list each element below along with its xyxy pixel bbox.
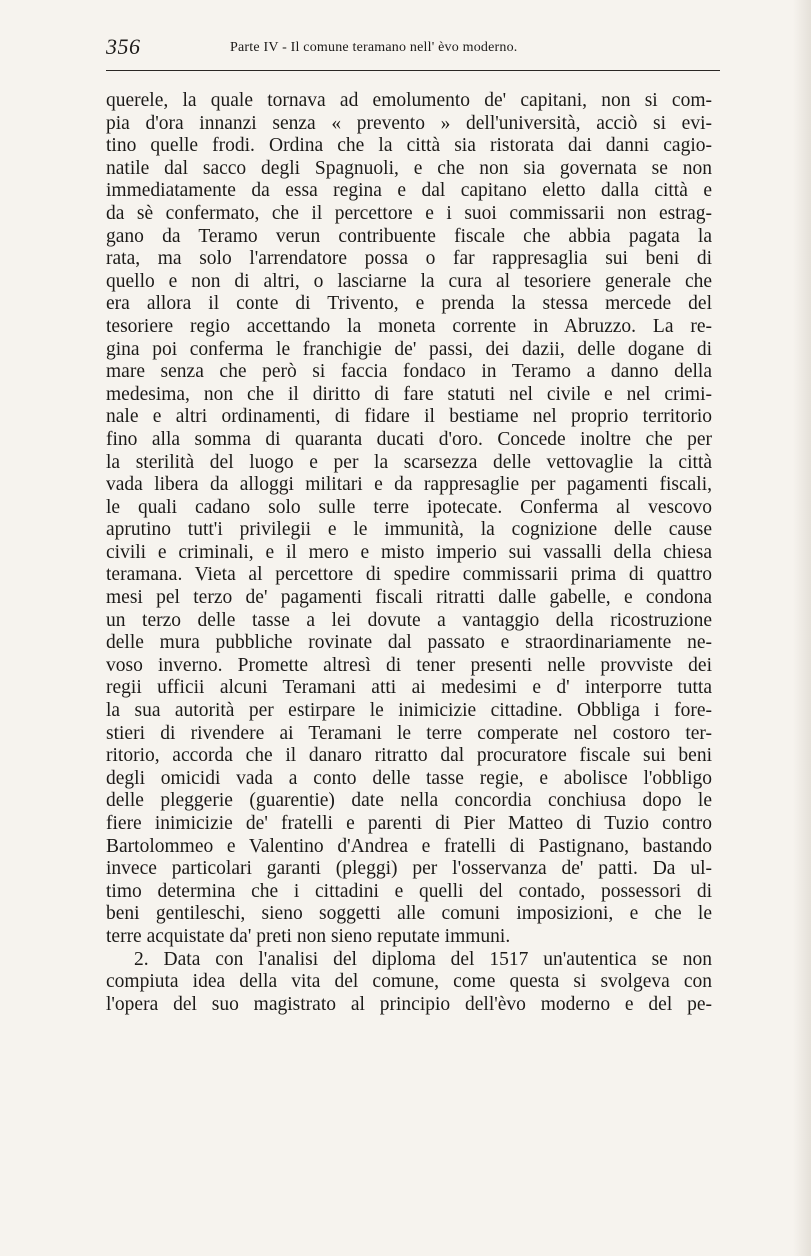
header-rule [106, 70, 720, 71]
text-line: vada libera da alloggi militari e da rappresaglie per pagamenti fiscali, [106, 474, 712, 496]
text-line: fino alla somma di quaranta ducati d'oro. Concede inoltre che per [106, 428, 712, 450]
text-line: delle pleggerie (guarentie) date nella concordia conchiusa dopo le [106, 790, 712, 812]
text-line: civili e criminali, e il mero e misto imperio sui vassalli della chiesa [106, 541, 712, 563]
text-line: la sterilità del luogo e per la scarsezza delle vettovaglie la città [106, 451, 712, 473]
text-line: tesoriere regio accettando la moneta corrente in Abruzzo. La re- [106, 315, 712, 337]
text-line: mesi pel terzo de' pagamenti fiscali ritratti dalle gabelle, e condona [106, 587, 712, 609]
text-line: querele, la quale tornava ad emolumento de' capitani, non si com- [106, 90, 712, 111]
text-line: un terzo delle tasse a lei dovute a vantaggio della ricostruzione [106, 609, 712, 631]
text-line: medesima, non che il diritto di fare statuti nel civile e nel crimi- [106, 383, 712, 405]
text-line: rata, ma solo l'arrendatore possa o far rappresaglia sui beni di [106, 248, 712, 270]
text-line: invece particolari garanti (pleggi) per l'osservanza de' patti. Da ul- [106, 858, 712, 880]
text-line: terre acquistate da' preti non sieno reputate immuni. [106, 925, 511, 947]
text-line: natile dal sacco degli Spagnuoli, e che non sia governata se non [106, 157, 712, 179]
text-line: stieri di rivendere ai Teramani le terre comperate nel costoro ter- [106, 722, 712, 744]
text-line: degli omicidi vada a conto delle tasse regie, e abolisce l'obbligo [106, 767, 712, 789]
text-line: tino quelle frodi. Ordina che la città sia ristorata dai danni cagio- [106, 135, 712, 157]
page-header [106, 34, 720, 70]
text-line: delle mura pubbliche rovinate dal passato e straordinariamente ne- [106, 632, 712, 654]
text-line: Bartolommeo e Valentino d'Andrea e fratelli di Pastignano, bastando [106, 835, 712, 857]
page-edge-shadow [793, 0, 811, 1256]
page-number: 356 [106, 34, 141, 59]
text-line: voso inverno. Promette altresì di tener presenti nelle provviste dei [106, 654, 712, 676]
text-line: l'opera del suo magistrato al principio dell'èvo moderno e del pe- [106, 993, 712, 1015]
text-line: mare senza che però si faccia fondaco in Teramo a danno della [106, 361, 712, 383]
body-text [106, 90, 712, 1016]
text-line: fiere inimicizie de' fratelli e parenti di Pier Matteo di Tuzio contro [106, 813, 712, 834]
text-line: pia d'ora innanzi senza « prevento » dell'università, acciò si evi- [106, 112, 712, 134]
text-line: regii ufficii alcuni Teramani atti ai medesimi e d' interporre tutta [106, 677, 712, 699]
text-line: quello e non di altri, o lasciarne la cura al tesoriere generale che [106, 270, 712, 292]
text-line: da sè confermato, che il percettore e i suoi commissarii non estrag- [106, 202, 712, 224]
text-line: ritorio, accorda che il danaro ritratto dal procuratore fiscale sui beni [106, 745, 712, 767]
paragraph-2-first-line: 2. Data con l'analisi del diploma del 1517 un'autentica se non [134, 948, 712, 970]
text-line: immediatamente da essa regina e dal capitano eletto dalla città e [106, 180, 712, 202]
text-line: gina poi conferma le franchigie de' passi, dei dazii, delle dogane di [106, 338, 712, 360]
text-line: le quali cadano solo sulle terre ipotecate. Conferma al vescovo [106, 496, 712, 518]
text-line: gano da Teramo verun contribuente fiscale che abbia pagata la [106, 225, 712, 247]
text-line: timo determina che i cittadini e quelli del contado, possessori di [106, 880, 712, 902]
text-line: era allora il conte di Trivento, e prenda la stessa mercede del [106, 293, 712, 315]
text-line: nale e altri ordinamenti, di fidare il bestiame nel proprio territorio [106, 406, 712, 428]
text-line: teramana. Vieta al percettore di spedire commissarii prima di quattro [106, 564, 712, 586]
text-line: la sua autorità per estirpare le inimicizie cittadine. Obbliga i fore- [106, 700, 712, 722]
text-line: compiuta idea della vita del comune, come questa si svolgeva con [106, 971, 712, 993]
text-line: beni gentileschi, sieno soggetti alle comuni imposizioni, e che le [106, 903, 712, 925]
text-line: aprutino tutt'i privilegii e le immunità, la cognizione delle cause [106, 519, 712, 541]
running-head: Parte IV - Il comune teramano nell' èvo moderno. [230, 40, 518, 55]
